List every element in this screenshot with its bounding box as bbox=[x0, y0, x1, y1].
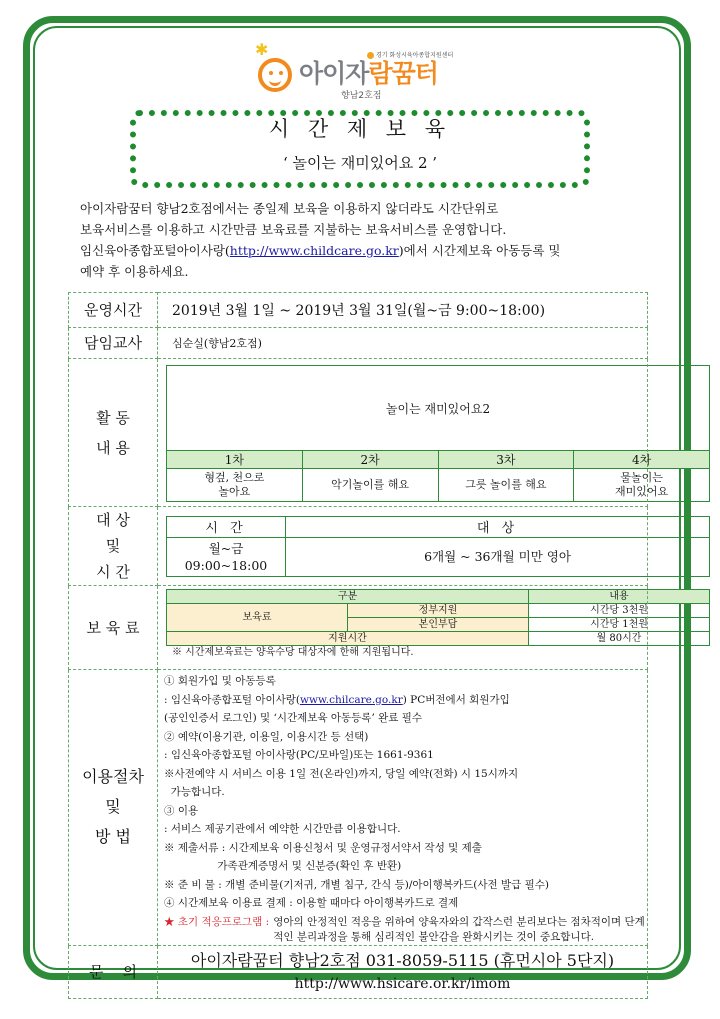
time-value: 월~금 09:00~18:00 bbox=[167, 537, 286, 576]
center-mark-icon bbox=[367, 52, 374, 59]
session-2: 2차 bbox=[302, 451, 438, 469]
session-4-content: 물놀이는 재미있어요 bbox=[574, 469, 710, 502]
fee-row bbox=[69, 586, 648, 670]
teacher-label: 담임교사 bbox=[69, 328, 158, 359]
session-1-content: 형겊, 천으로 놀아요 bbox=[167, 469, 303, 502]
target-label: 대 상 및 시 간 bbox=[69, 507, 158, 586]
logo-name: 아이자람꿈터 bbox=[299, 59, 438, 88]
hours-value: 2019년 3월 1일 ~ 2019년 3월 31일(월~금 9:00~18:00) bbox=[158, 293, 648, 328]
procedure-row bbox=[69, 670, 648, 946]
star-icon: ✱ bbox=[255, 40, 269, 59]
logo bbox=[255, 42, 495, 102]
fee-kind-header: 구분 bbox=[167, 590, 529, 604]
time-header: 시 간 bbox=[167, 516, 286, 537]
fee-row3-value: 월 80시간 bbox=[529, 632, 710, 646]
session-2-content: 악기놀이를 해요 bbox=[302, 469, 438, 502]
inquiry-url[interactable]: http://www.hsicare.or.kr/imom bbox=[294, 975, 511, 992]
fee-table bbox=[166, 589, 710, 646]
inquiry-label: 문 의 bbox=[69, 945, 158, 998]
fee-group: 보육료 bbox=[167, 604, 348, 632]
target-value: 6개월 ~ 36개월 미만 영아 bbox=[286, 537, 710, 576]
inquiry-contact: 아이자람꿈터 향남2호점 031-8059-5115 (휴먼시아 5단지) bbox=[190, 950, 615, 970]
activity-header: 놀이는 재미있어요2 bbox=[167, 366, 710, 451]
inquiry-row bbox=[69, 945, 648, 998]
procedure-label: 이용절차 및 방 법 bbox=[69, 670, 158, 946]
fee-row1-kind: 정부지원 bbox=[348, 604, 529, 618]
logo-branch: 향남2호점 bbox=[341, 91, 382, 101]
hours-row bbox=[69, 293, 648, 328]
fee-note: ※ 시간제보육료는 양육수당 대상자에 한해 지원됩니다. bbox=[172, 647, 414, 658]
fee-label: 보 육 료 bbox=[69, 586, 158, 670]
fee-row2-kind: 본인부담 bbox=[348, 618, 529, 632]
chilcare-link[interactable]: www.chilcare.go.kr bbox=[300, 693, 403, 706]
fee-row3-kind: 지원시간 bbox=[167, 632, 529, 646]
procedure-text: ① 회원가입 및 아동등록 : 임신육아종합포털 아이사랑(www.chilcare.go.kr) PC버전에서 회원가입 (공인인증서 로그인) 및 ‘시간제보육 아동등록’ 완료 필수 ② 예약(이용기관, 이용일, 이용시간 등 선택) : 임신육아종합포털 아이사랑(PC/모바일)또는 1661-9361 ※사전예약 시 서비스 이용 1일 전(온라인)까지, 당일 예약(전화) 시 15시까지 가능합니다. ③ 이용 : 서비스 제공기관에서 예약한 시간만큼 이용합니다. ※ 제출서류 : 시간제보육 이용신청서 및 운영규정서약서 작성 및 제출 가족관계증명서 및 신분증(확인 후 반환) ※ 준 비 물 : 개별 준비물(기저귀, 개별 침구, 간식 등)/아이행복카드(사전 발급 필수) ④ 시간제보육 이용료 결제 : 이용할 때마다 아이행복카드로 결제 ★ 초기 적응프로그램 : 영아의 안정적인 적응을 위하여 양육자와의 갑작스런 분리보다는 점차적이며 단계적인 분리과정을 통해 심리적인 불안감을 완화시키는 것이 중요합니다. bbox=[158, 670, 647, 945]
hours-label: 운영시간 bbox=[69, 293, 158, 328]
logo-center-name: 경기 화성시육아종합지원센터 bbox=[367, 50, 453, 59]
target-row bbox=[69, 507, 648, 586]
smile-face-icon bbox=[258, 58, 292, 92]
session-1: 1차 bbox=[167, 451, 303, 469]
fee-row2-value: 시간당 1천원 bbox=[529, 618, 710, 632]
activity-label: 활 동 내 용 bbox=[69, 359, 158, 507]
fee-row1-value: 시간당 3천원 bbox=[529, 604, 710, 618]
fee-content-header: 내용 bbox=[529, 590, 710, 604]
intro-text: 아이자람꿈터 향남2호점에서는 종일제 보육을 이용하지 않더라도 시간단위로 보육서비스를 이용하고 시간만큼 보육료를 지불하는 보육서비스를 운영합니다. 임신육아종합포털아이사랑(http://www.childcare.go.kr)에서 시간제보육 아동등록 및 예약 후 이용하세요. bbox=[80, 201, 561, 279]
teacher-value: 심순실(향남2호점) bbox=[158, 328, 648, 359]
session-4: 4차 bbox=[574, 451, 710, 469]
target-header: 대 상 bbox=[286, 516, 710, 537]
teacher-row bbox=[69, 328, 648, 359]
target-table bbox=[166, 516, 710, 577]
info-table bbox=[68, 292, 669, 999]
page-title: 시 간 제 보 육 bbox=[268, 117, 452, 141]
childcare-link[interactable]: http://www.childcare.go.kr bbox=[229, 243, 399, 258]
session-3: 3차 bbox=[438, 451, 574, 469]
page-subtitle: ‘ 놀이는 재미있어요 2 ’ bbox=[282, 154, 438, 172]
adaptation-note: ★ 초기 적응프로그램 : 영아의 안정적인 적응을 위하여 양육자와의 갑작스런 분리보다는 점차적이며 단계적인 분리과정을 통해 심리적인 불안감을 완화시키는 것이 중요합니다. bbox=[164, 915, 645, 943]
activity-row bbox=[69, 359, 648, 507]
session-3-content: 그릇 놀이를 해요 bbox=[438, 469, 574, 502]
activity-table bbox=[166, 365, 710, 502]
